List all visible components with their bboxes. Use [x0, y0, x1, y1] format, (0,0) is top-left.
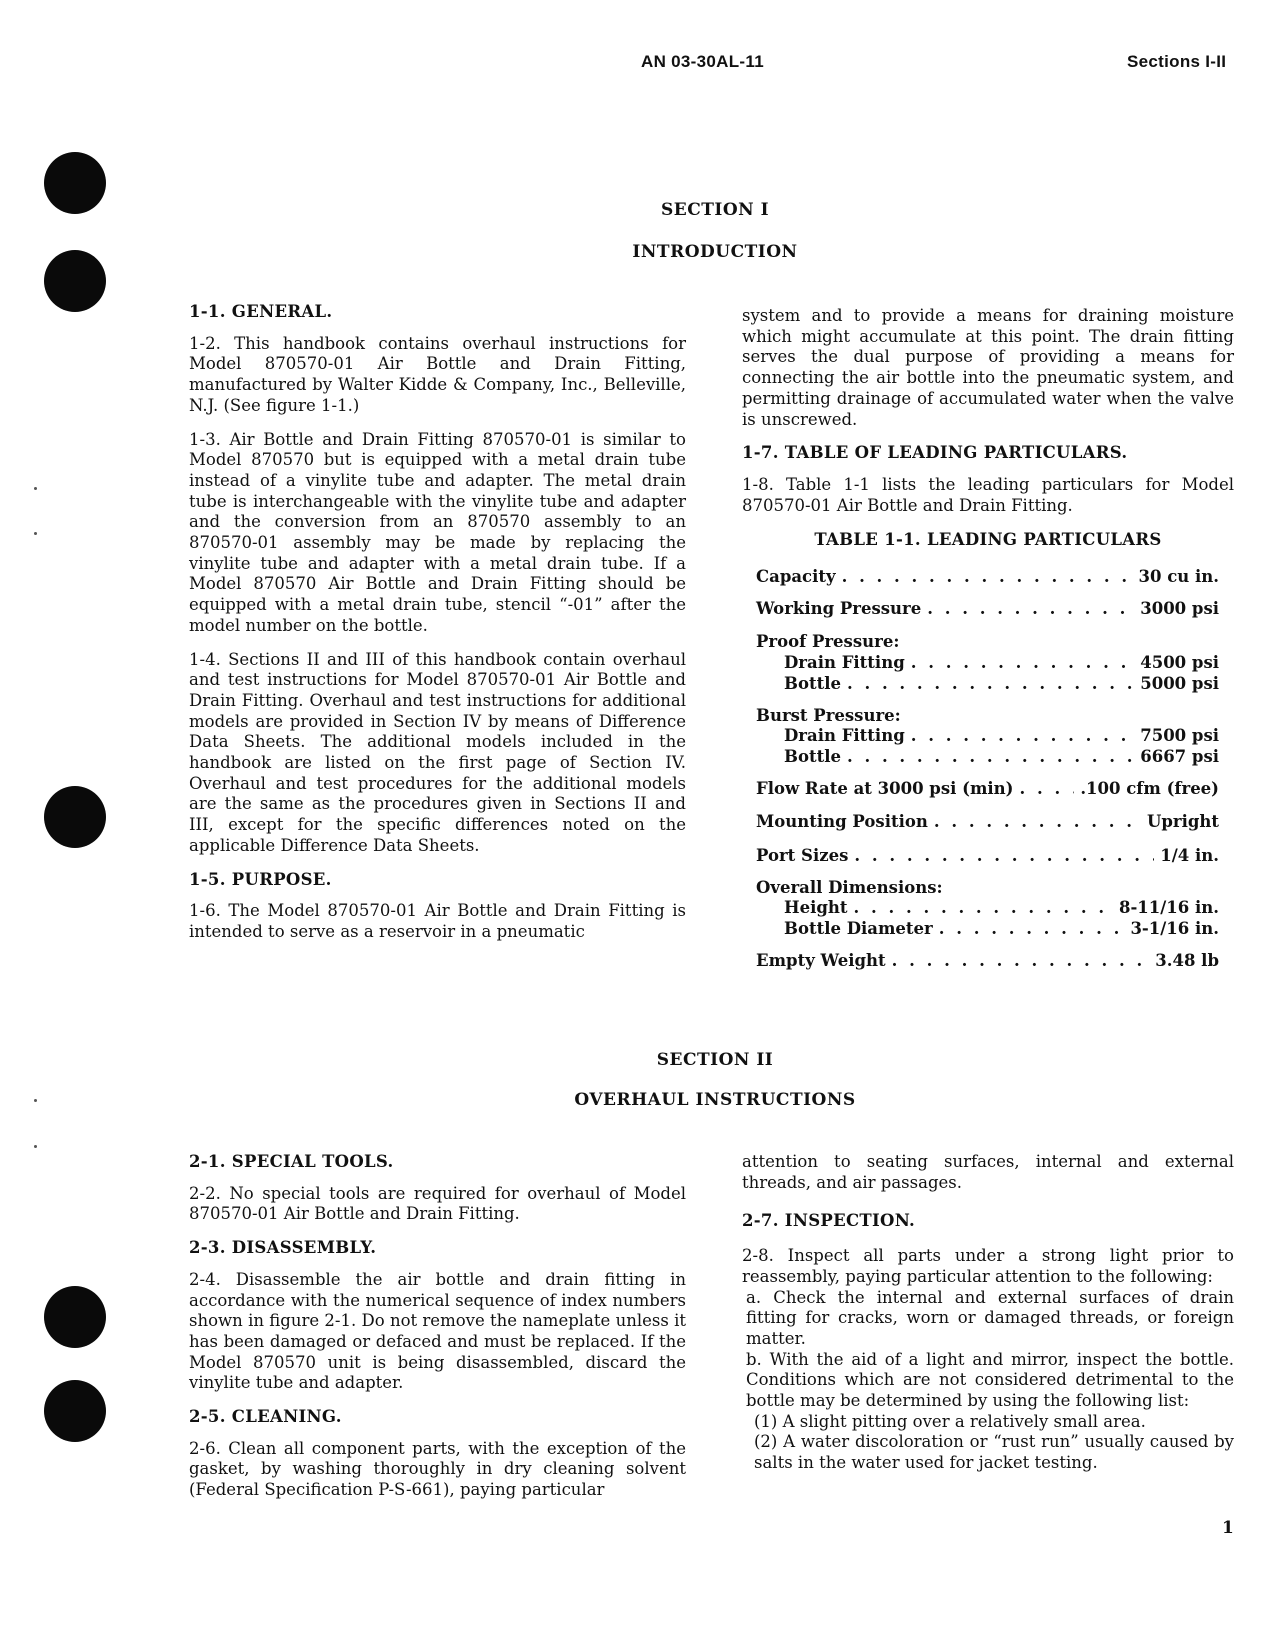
row-value: 30 cu in. [1138, 567, 1219, 587]
table-group-proof-pressure [756, 632, 1219, 694]
table-row-proof-drain [756, 653, 1219, 674]
paragraph-1-6: 1-6. The Model 870570-01 Air Bottle and Drain Fitting is intended to serve as a reservoir in a pneumatic [189, 901, 686, 941]
section-1-title: INTRODUCTION [632, 242, 798, 262]
section-2-number: SECTION II [656, 1050, 774, 1070]
document-number: AN 03-30AL-11 [641, 52, 764, 71]
group-label: Proof Pressure: [756, 632, 900, 652]
row-value: 3-1/16 in. [1130, 919, 1219, 939]
list-item-b1: (1) A slight pitting over a relatively small area. [754, 1411, 1146, 1431]
margin-mark [34, 532, 37, 535]
margin-mark [34, 1145, 37, 1148]
table-row-bottle-diameter [756, 919, 1219, 940]
row-label: Mounting Position [756, 812, 928, 832]
binder-hole-4 [44, 1286, 106, 1348]
table-row-height [756, 898, 1219, 919]
row-label: Bottle [784, 673, 841, 693]
row-label: Drain Fitting [784, 653, 905, 673]
binder-hole-5 [44, 1380, 106, 1442]
paragraph-2-8: 2-8. Inspect all parts under a strong light prior to reassembly, paying particular attention to the following: [742, 1246, 1234, 1286]
paragraph-2-4: 2-4. Disassemble the air bottle and drain fitting in accordance with the numerical sequence of index numbers shown in figure 2-1. Do not remove the nameplate unless it has been damaged or defaced and must be replaced. If the Model 870570 unit is being disassembled, discard the vinylite tube and adapter. [189, 1269, 686, 1393]
list-item-b: b. With the aid of a light and mirror, inspect the bottle. Conditions which are not considered detrimental to the bottle may be determined by using the following list: [746, 1349, 1234, 1411]
row-label: Capacity [756, 567, 836, 587]
list-item-a: a. Check the internal and external surfaces of drain fitting for cracks, worn or damaged threads, or foreign matter. [746, 1287, 1234, 1348]
row-value: Upright [1146, 812, 1219, 832]
row-label: Working Pressure [756, 598, 922, 618]
paragraph-1-6-cont: system and to provide a means for draining moisture which might accumulate at this point. The drain fitting serves the dual purpose of providing a means for connecting the air bottle into the pneumatic system, and permitting drainage of accumulated water when the valve is unscrewed. [742, 306, 1234, 429]
heading-disassembly: 2-3. DISASSEMBLY. [189, 1238, 377, 1258]
table-group-overall-dimensions [756, 878, 1219, 940]
row-value: 6667 psi [1140, 746, 1219, 766]
row-value: 4500 psi [1140, 653, 1219, 673]
heading-special-tools: 2-1. SPECIAL TOOLS. [189, 1152, 394, 1171]
heading-cleaning: 2-5. CLEANING. [189, 1407, 342, 1427]
row-value: 3000 psi [1140, 598, 1219, 618]
list-item-b2: (2) A water discoloration or “rust run” usually caused by salts in the water used for jacket testing. [754, 1432, 1234, 1473]
section-1-right-column [742, 306, 1234, 972]
paragraph-1-4: 1-4. Sections II and III of this handbook contain overhaul and test instructions for Model 870570-01 Air Bottle and Drain Fitting. Overhaul and test instructions for additional models are provided in Section IV by means of Difference Data Sheets. The additional models included in the handbook are listed on the first page of Section IV. Overhaul and test procedures for the additional models are the same as the procedures given in Sections II and III, except for the specific differences noted on the applicable Difference Data Sheets. [189, 649, 686, 855]
row-label: Bottle [784, 746, 841, 766]
table-row-burst-bottle [756, 747, 1219, 768]
section-1-left-column [189, 302, 686, 956]
row-value: 3.48 lb [1155, 950, 1219, 970]
paragraph-1-8: 1-8. Table 1-1 lists the leading particulars for Model 870570-01 Air Bottle and Drain Fitting. [742, 474, 1234, 515]
section-2-left-column [189, 1152, 686, 1514]
group-label: Overall Dimensions: [756, 877, 943, 897]
table-row-burst-drain [756, 726, 1219, 747]
section-2-right-column [742, 1152, 1234, 1474]
table-row-working-pressure [756, 599, 1219, 620]
table-row-empty-weight [756, 951, 1219, 972]
table-row-flow-rate [756, 779, 1219, 800]
table-group-burst-pressure [756, 706, 1219, 768]
table-row-capacity [756, 567, 1219, 588]
row-label: Flow Rate at 3000 psi (min) [756, 778, 1014, 798]
row-value: .100 cfm (free) [1080, 778, 1219, 798]
table-title: TABLE 1-1. LEADING PARTICULARS [814, 530, 1162, 550]
row-label: Bottle Diameter [784, 919, 933, 939]
row-value: 7500 psi [1140, 726, 1219, 746]
section-2-title: OVERHAUL INSTRUCTIONS [574, 1090, 856, 1110]
table-row-port-sizes [756, 846, 1219, 867]
page-number: 1 [1222, 1518, 1234, 1538]
section-1-number: SECTION I [660, 200, 770, 220]
heading-general: 1-1. GENERAL. [189, 302, 333, 321]
row-value: 5000 psi [1140, 673, 1219, 693]
row-label: Drain Fitting [784, 726, 905, 746]
row-label: Height [784, 898, 848, 918]
row-label: Port Sizes [756, 846, 849, 866]
binder-hole-3 [44, 786, 106, 848]
paragraph-2-6: 2-6. Clean all component parts, with the exception of the gasket, by washing thoroughly in dry cleaning solvent (Federal Specification P-S-661), paying particular [189, 1438, 686, 1500]
heading-leading-particulars: 1-7. TABLE OF LEADING PARTICULARS. [742, 443, 1128, 463]
row-value: 8-11/16 in. [1118, 898, 1219, 918]
heading-purpose: 1-5. PURPOSE. [189, 869, 332, 889]
table-row-mounting-position [756, 812, 1219, 833]
leading-particulars-table [742, 567, 1234, 972]
table-row-proof-bottle [756, 674, 1219, 695]
margin-mark [34, 487, 37, 490]
group-label: Burst Pressure: [756, 705, 901, 725]
paragraph-1-3: 1-3. Air Bottle and Drain Fitting 870570-01 is similar to Model 870570 but is equipped with a metal drain tube instead of a vinylite tube and adapter. The metal drain tube is interchangeable with the vinylite tube and adapter and the conversion from an 870570 assembly to an 870570-01 assembly may be made by replacing the vinylite tube and adapter with a metal drain tube. If a Model 870570 Air Bottle and Drain Fitting should be equipped with a metal drain tube, stencil “-01” after the model number on the bottle. [189, 429, 686, 635]
heading-inspection: 2-7. INSPECTION. [742, 1211, 916, 1231]
paragraph-2-2: 2-2. No special tools are required for overhaul of Model 870570-01 Air Bottle and Drain Fitting. [189, 1183, 686, 1224]
sections-label: Sections I-II [1127, 52, 1227, 71]
paragraph-2-6-cont: attention to seating surfaces, internal and external threads, and air passages. [742, 1152, 1234, 1192]
row-value: 1/4 in. [1160, 846, 1219, 866]
paragraph-1-2: 1-2. This handbook contains overhaul instructions for Model 870570-01 Air Bottle and Drain Fitting, manufactured by Walter Kidde & Company, Inc., Belleville, N.J. (See figure 1-1.) [189, 333, 686, 415]
row-label: Empty Weight [756, 950, 886, 970]
